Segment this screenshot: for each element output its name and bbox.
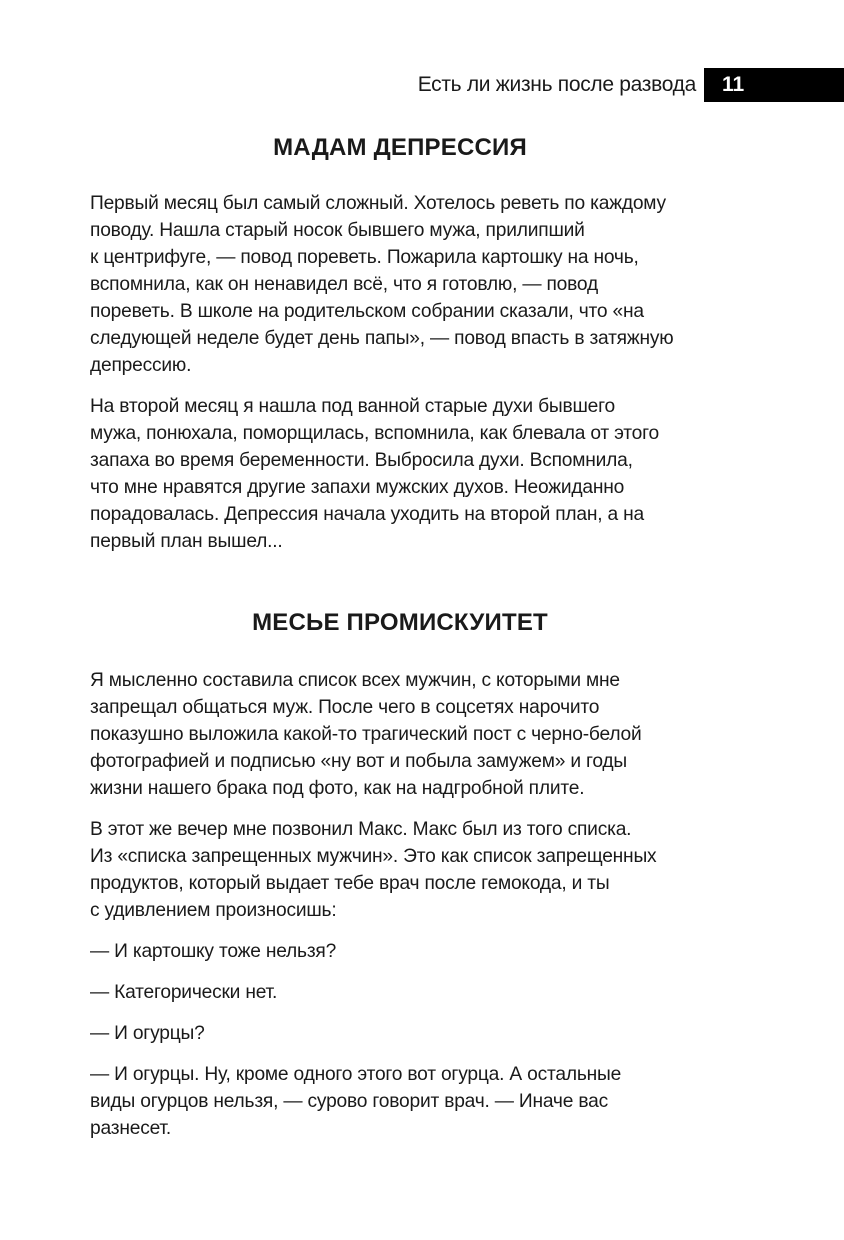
text-line: — И огурцы? [90,1023,205,1044]
paragraph [90,816,710,924]
text-line: вспомнила, как он ненавидел всё, что я готовлю, — повод [90,274,598,295]
section-heading: МЕСЬЕ ПРОМИСКУИТЕТ [252,609,548,636]
text-line: депрессию. [90,355,192,376]
text-line: запрещал общаться муж. После чего в соцсетях нарочито [90,697,600,718]
dialogue-line [90,979,710,1006]
page-body [90,130,710,1156]
paragraph [90,393,710,555]
text-line: порадовалась. Депрессия начала уходить на второй план, а на [90,504,645,525]
running-title: Есть ли жизнь после развода [417,73,696,96]
paragraph [90,190,710,379]
text-line: разнесет. [90,1118,172,1139]
text-line: фотографией и подписью «ну вот и побыла замужем» и годы [90,751,628,772]
text-line: продуктов, который выдает тебе врач после гемокода, и ты [90,873,610,894]
text-line: — И картошку тоже нельзя? [90,941,337,962]
text-line: жизни нашего брака под фото, как на надгробной плите. [90,778,585,799]
text-line: виды огурцов нельзя, — сурово говорит врач. — Иначе вас [90,1091,608,1112]
text-line: следующей неделе будет день папы», — повод впасть в затяжную [90,328,674,349]
dialogue-line [90,938,710,965]
text-line: первый план вышел... [90,531,283,552]
page-number: 11 [722,73,745,96]
text-line: В этот же вечер мне позвонил Макс. Макс был из того списка. [90,819,632,840]
text-line: мужа, понюхала, поморщилась, вспомнила, как блевала от этого [90,423,659,444]
section-heading: МАДАМ ДЕПРЕССИЯ [273,134,527,161]
text-line: поводу. Нашла старый носок бывшего мужа, прилипший [90,220,585,241]
text-line: Первый месяц был самый сложный. Хотелось реветь по каждому [90,193,666,214]
text-line: — И огурцы. Ну, кроме одного этого вот огурца. А остальные [90,1064,622,1085]
paragraph [90,667,710,802]
text-line: На второй месяц я нашла под ванной старые духи бывшего [90,396,615,417]
text-line: запаха во время беременности. Выбросила духи. Вспомнила, [90,450,633,471]
text-line: — Категорически нет. [90,982,278,1003]
text-line: Я мысленно составила список всех мужчин, с которыми мне [90,670,620,691]
text-line: что мне нравятся другие запахи мужских духов. Неожиданно [90,477,625,498]
text-line: с удивлением произносишь: [90,900,337,921]
dialogue-line [90,1061,710,1142]
text-line: к центрифуге, — повод пореветь. Пожарила картошку на ночь, [90,247,639,268]
text-line: показушно выложила какой-то трагический пост с черно-белой [90,724,642,745]
dialogue-line [90,1020,710,1047]
page-number-box [704,68,844,102]
text-line: пореветь. В школе на родительском собрании сказали, что «на [90,301,644,322]
text-line: Из «списка запрещенных мужчин». Это как список запрещенных [90,846,657,867]
